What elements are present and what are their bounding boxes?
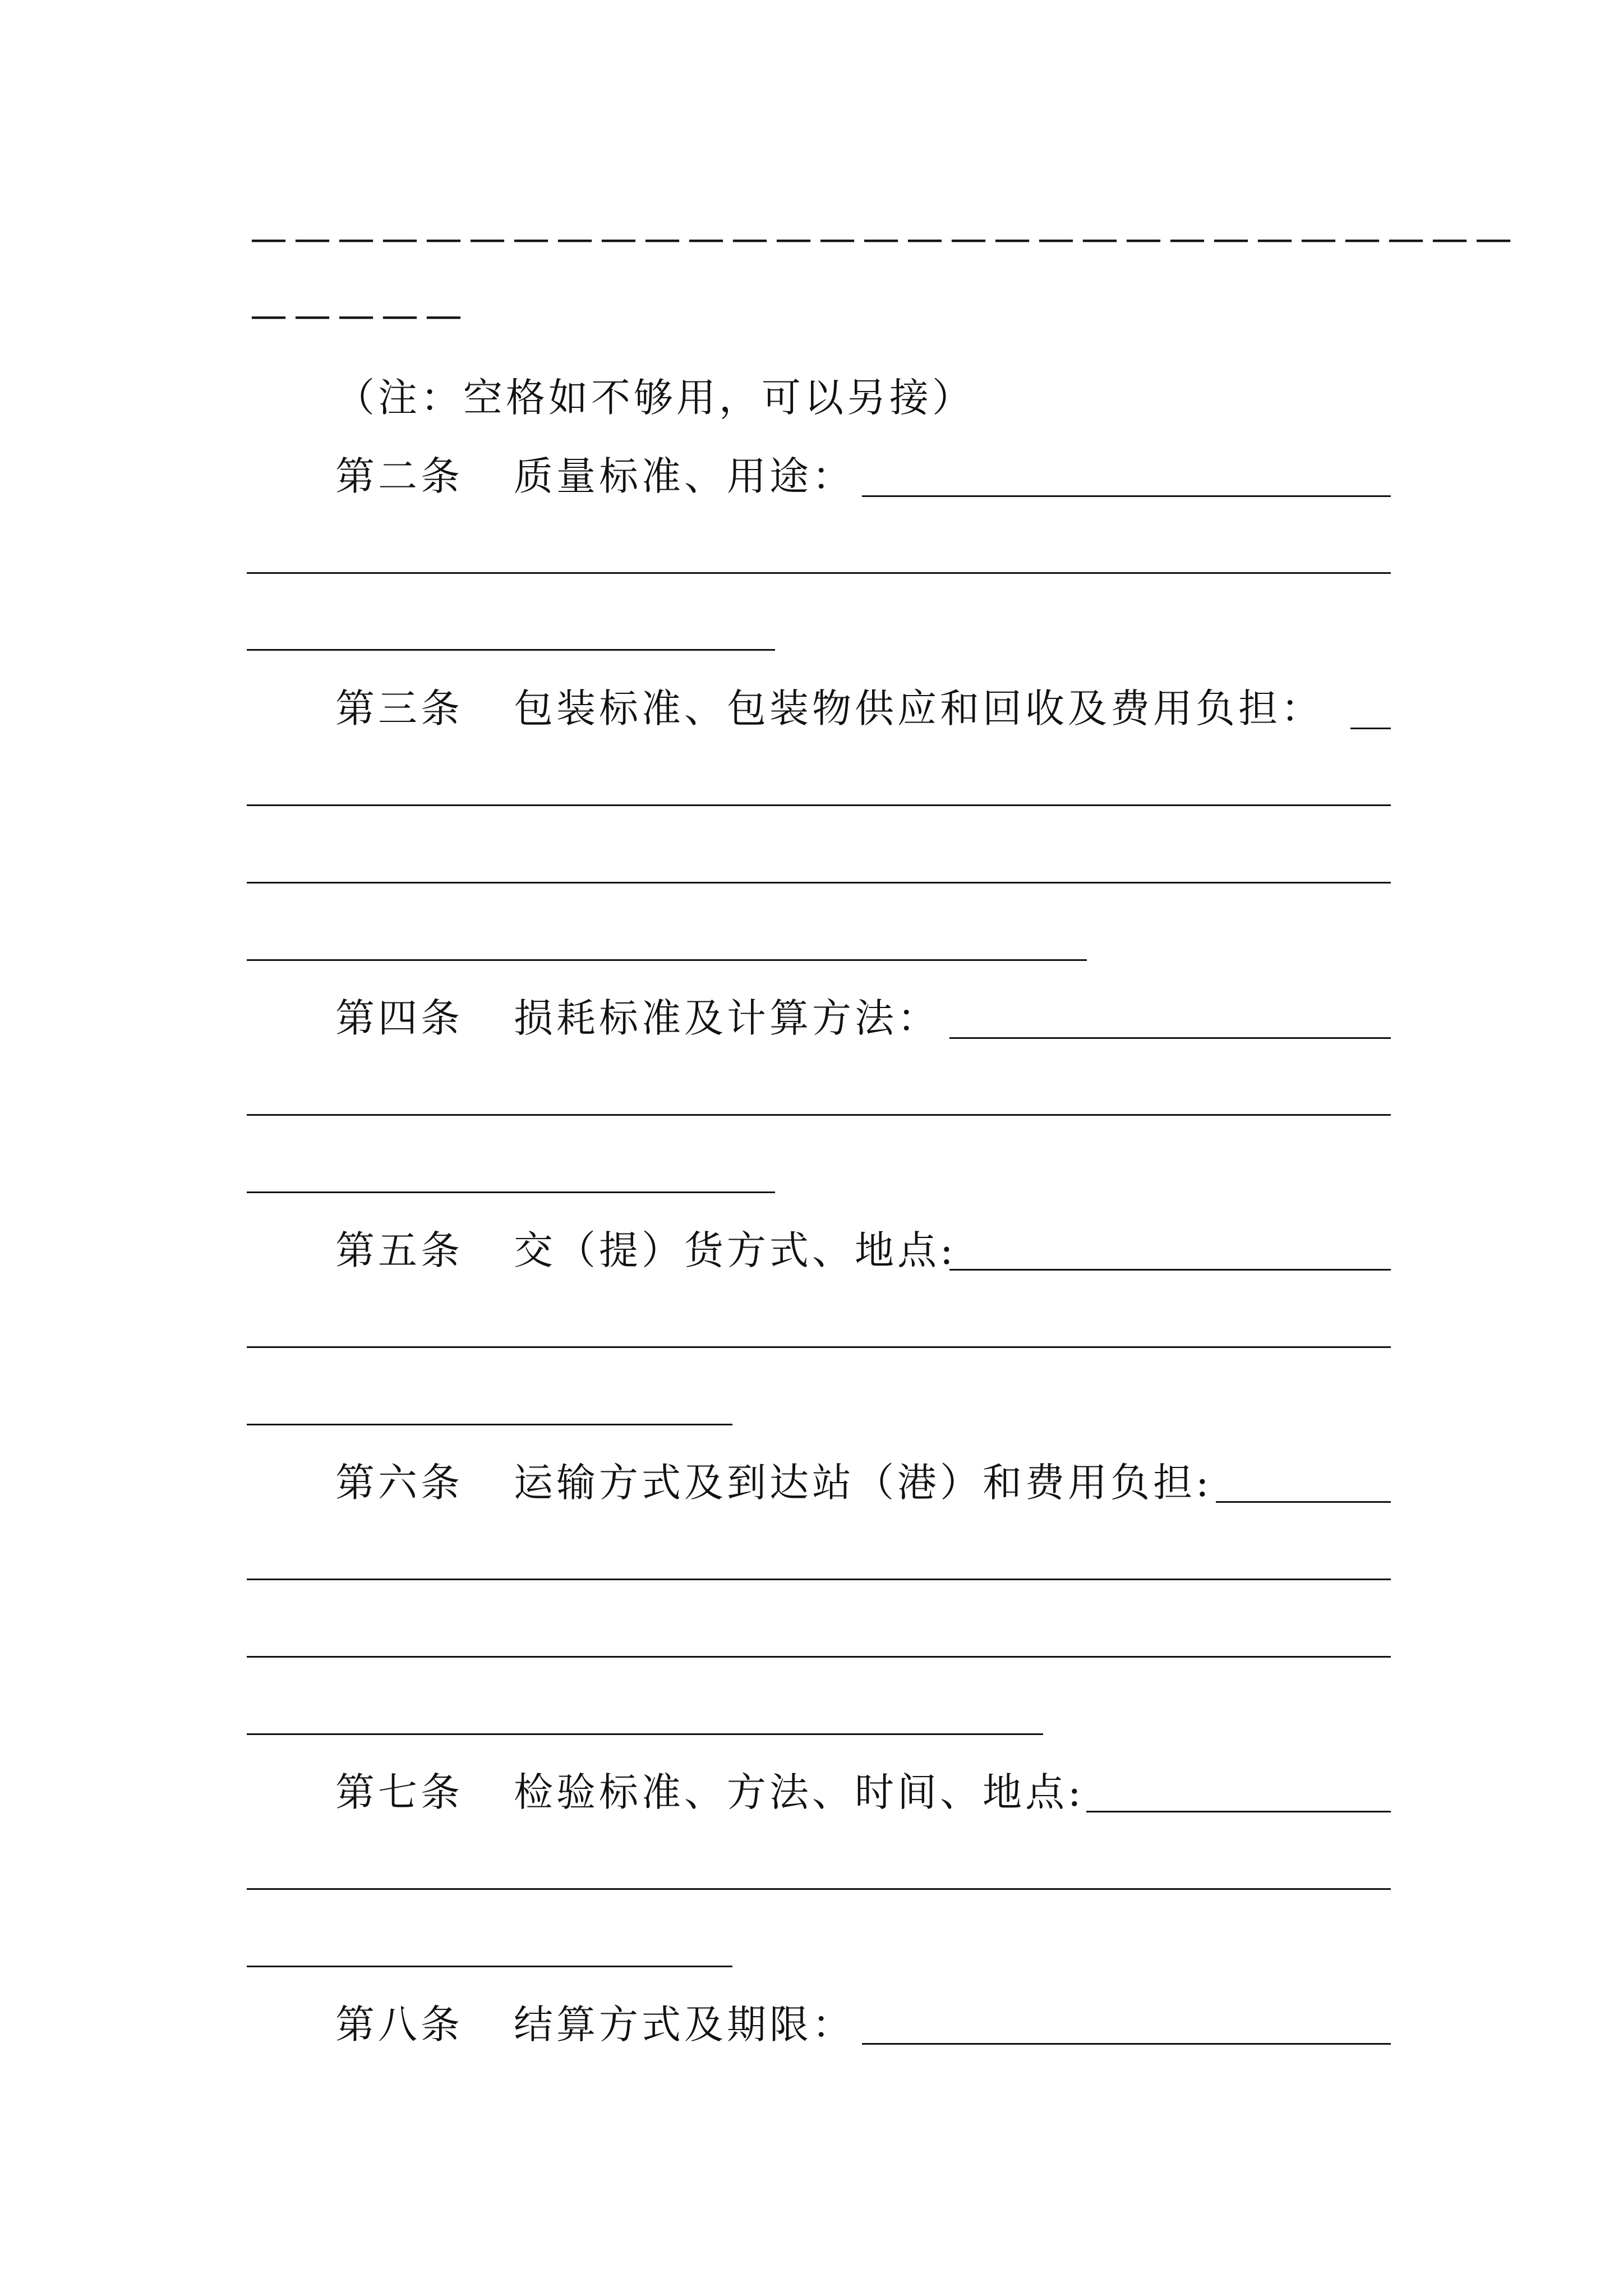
fill-in-line[interactable] (247, 1966, 732, 1967)
article-6 (335, 1457, 1212, 1508)
fill-in-line[interactable] (949, 1037, 1391, 1039)
article-title: 结算方式及期限： (514, 2001, 855, 2047)
article-number: 第二条 (335, 453, 463, 499)
article-7 (335, 1767, 1085, 1818)
fill-in-line[interactable] (247, 649, 775, 651)
fill-in-line[interactable] (247, 1424, 732, 1425)
article-number: 第八条 (335, 2001, 463, 2047)
article-number: 第四条 (335, 995, 463, 1041)
fill-in-line[interactable] (247, 572, 1391, 574)
fill-in-line[interactable] (247, 1191, 775, 1193)
article-title: 运输方式及到达站（港）和费用负担: (514, 1460, 1212, 1506)
article-title: 检验标准、方法、时间、地点: (514, 1769, 1085, 1815)
fill-in-line[interactable] (247, 1888, 1391, 1890)
dash-row-continuation-1: — — — — — — — — — — — — — — — — — — — — — — — — — — — — — (250, 217, 1512, 260)
fill-in-line[interactable] (247, 1346, 1391, 1348)
fill-in-line[interactable] (247, 804, 1391, 806)
fill-in-line[interactable] (1086, 1811, 1391, 1812)
article-title: 质量标准、用途： (514, 453, 855, 499)
fill-in-line[interactable] (247, 1114, 1391, 1116)
fill-in-line[interactable] (247, 882, 1391, 884)
article-4 (335, 993, 940, 1043)
fill-in-line[interactable] (1216, 1501, 1391, 1503)
dash-row-continuation-2: — — — — — (250, 293, 462, 337)
fill-in-line[interactable] (247, 959, 1087, 961)
article-title: 包装标准、包装物供应和回收及费用负担： (514, 685, 1324, 731)
fill-in-line[interactable] (862, 495, 1391, 497)
article-2 (335, 451, 855, 501)
fill-in-line[interactable] (247, 1733, 1043, 1735)
article-title: 交（提）货方式、地点: (514, 1227, 957, 1273)
article-title: 损耗标准及计算方法： (514, 995, 940, 1041)
article-5 (335, 1225, 957, 1276)
fill-in-line[interactable] (1350, 728, 1391, 729)
article-number: 第五条 (335, 1227, 463, 1273)
article-8 (335, 1999, 855, 2050)
article-number: 第六条 (335, 1460, 463, 1506)
fill-in-line[interactable] (862, 2043, 1391, 2045)
fill-in-line[interactable] (247, 1579, 1391, 1580)
fill-in-line[interactable] (247, 1656, 1391, 1658)
article-number: 第三条 (335, 685, 463, 731)
note-text: （注：空格如不够用，可以另接） (335, 375, 975, 421)
article-number: 第七条 (335, 1769, 463, 1815)
fill-in-line[interactable] (949, 1269, 1391, 1271)
article-3 (335, 683, 1324, 734)
